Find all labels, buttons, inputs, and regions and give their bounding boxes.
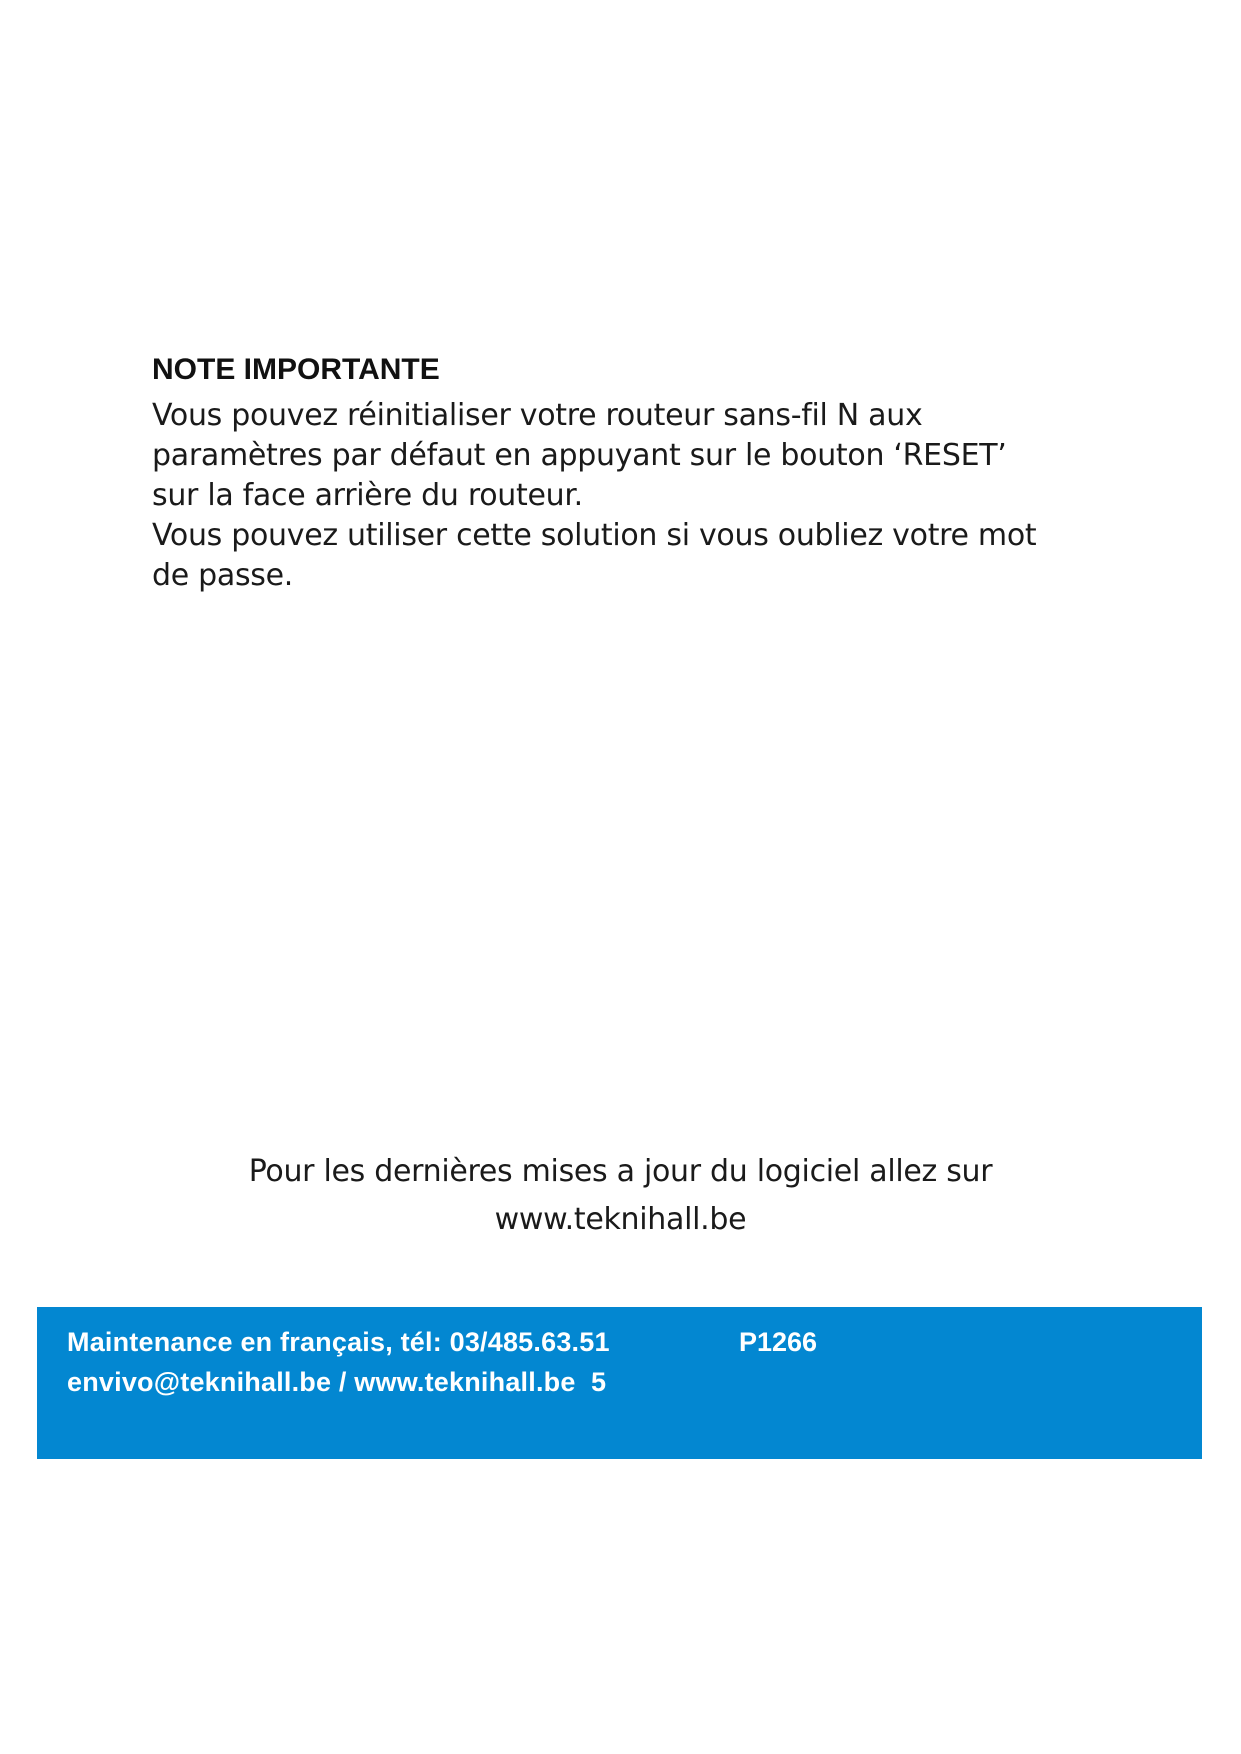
note-title: NOTE IMPORTANTE [152, 353, 440, 386]
note-line: de passe. [152, 558, 294, 593]
footer-contact-row [67, 1367, 606, 1398]
note-line: Vous pouvez réinitialiser votre routeur sans-fil N aux [152, 398, 923, 433]
note-line: paramètres par défaut en appuyant sur le bouton ‘RESET’ [152, 438, 1007, 473]
important-note [152, 350, 1102, 596]
note-line: Vous pouvez utiliser cette solution si vous oubliez votre mot [152, 518, 1037, 553]
page-number: 5 [590, 1367, 607, 1397]
note-line: sur la face arrière du routeur. [152, 478, 583, 513]
footer-contact: envivo@teknihall.be / www.teknihall.be [67, 1367, 576, 1397]
footer-maintenance: Maintenance en français, tél: 03/485.63.51 [67, 1327, 610, 1357]
footer-product-code: P1266 [739, 1327, 818, 1357]
footer-band [37, 1307, 1202, 1459]
software-update-notice [0, 1148, 1241, 1244]
update-text: Pour les dernières mises a jour du logiciel allez sur [248, 1154, 993, 1189]
update-url: www.teknihall.be [494, 1202, 747, 1237]
